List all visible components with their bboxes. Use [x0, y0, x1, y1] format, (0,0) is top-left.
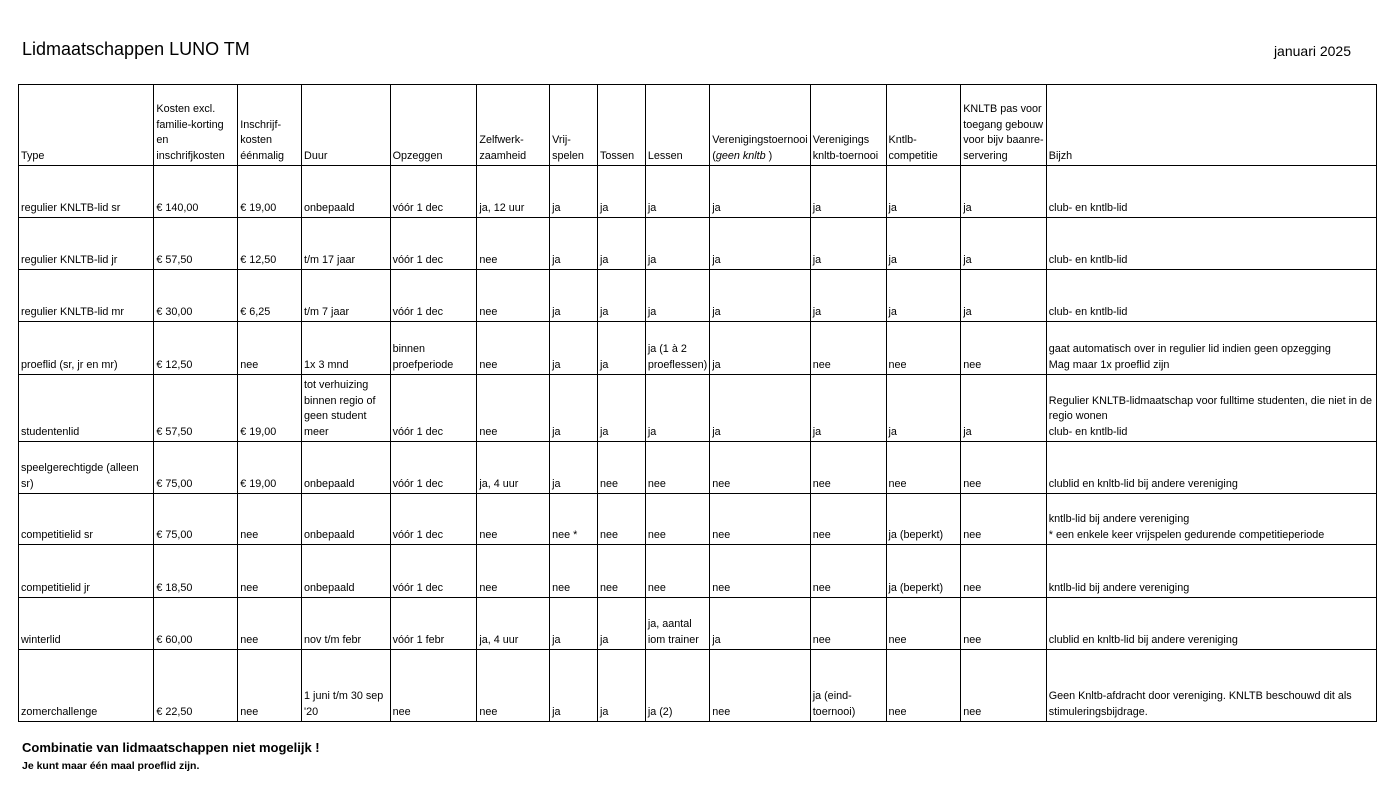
table-cell: vóór 1 febr [390, 598, 477, 650]
table-cell: ja, 4 uur [477, 442, 550, 494]
table-cell: nee [597, 442, 645, 494]
table-cell: ja [886, 270, 961, 322]
table-cell: nee [390, 650, 477, 722]
table-cell: ja [597, 218, 645, 270]
table-row [19, 494, 1377, 545]
table-cell: vóór 1 dec [390, 218, 477, 270]
table-row [19, 322, 1377, 375]
table-row [19, 442, 1377, 494]
table-cell: ja [550, 270, 598, 322]
table-cell: nee [810, 322, 886, 375]
table-cell: kntlb-lid bij andere vereniging * een enkele keer vrijspelen gedurende competitieperiode [1046, 494, 1376, 545]
table-cell: ja [645, 218, 709, 270]
col-header-type: Type [19, 85, 154, 166]
table-row [19, 545, 1377, 598]
table-cell: studentenlid [19, 375, 154, 442]
table-cell: nee [961, 322, 1047, 375]
header-row [19, 85, 1377, 166]
table-cell: nee [477, 650, 550, 722]
table-cell: club- en kntlb-lid [1046, 218, 1376, 270]
table-cell: ja [550, 166, 598, 218]
table-cell: regulier KNLTB-lid jr [19, 218, 154, 270]
table-cell: ja [961, 218, 1047, 270]
col-header-vrijspelen: Vrij-spelen [550, 85, 598, 166]
col-header-tossen: Tossen [597, 85, 645, 166]
table-cell: € 75,00 [154, 494, 238, 545]
table-cell: ja [810, 218, 886, 270]
col-header-duur: Duur [302, 85, 391, 166]
table-cell: ja [550, 650, 598, 722]
table-cell: nee [810, 442, 886, 494]
table-cell: nee [477, 494, 550, 545]
table-cell: binnen proefperiode [390, 322, 477, 375]
table-cell: nee [886, 650, 961, 722]
col-header-lessen: Lessen [645, 85, 709, 166]
table-cell: nee [477, 375, 550, 442]
table-cell: € 30,00 [154, 270, 238, 322]
table-cell: vóór 1 dec [390, 442, 477, 494]
table-cell: ja [886, 218, 961, 270]
table-cell: nee [477, 218, 550, 270]
table-row [19, 650, 1377, 722]
table-cell: ja [550, 442, 598, 494]
table-cell: € 60,00 [154, 598, 238, 650]
table-cell: onbepaald [302, 166, 391, 218]
table-cell: ja [550, 375, 598, 442]
table-cell: t/m 17 jaar [302, 218, 391, 270]
col-header-knltb-pas: KNLTB pas voor toegang gebouw voor bijv baanre-servering [961, 85, 1047, 166]
page-title: Lidmaatschappen LUNO TM [22, 39, 250, 59]
table-cell: vóór 1 dec [390, 375, 477, 442]
table-cell: nee [710, 545, 810, 598]
table-cell: 1 juni t/m 30 sep '20 [302, 650, 391, 722]
table-cell: tot verhuizing binnen regio of geen student meer [302, 375, 391, 442]
table-cell: € 19,00 [238, 375, 302, 442]
table-cell: ja [710, 375, 810, 442]
table-row [19, 166, 1377, 218]
table-cell: ja (1 à 2 proeflessen) [645, 322, 709, 375]
table-cell: nee [961, 545, 1047, 598]
table-cell: ja, 4 uur [477, 598, 550, 650]
table-cell: ja [550, 598, 598, 650]
table-cell: nee [810, 598, 886, 650]
table-cell: ja [810, 375, 886, 442]
table-cell: speelgerechtigde (alleen sr) [19, 442, 154, 494]
table-cell: nee [886, 598, 961, 650]
table-cell: nee [810, 494, 886, 545]
table-cell: ja [886, 375, 961, 442]
table-cell: ja [550, 322, 598, 375]
table-cell: € 140,00 [154, 166, 238, 218]
table-cell: ja (eind-toernooi) [810, 650, 886, 722]
table-cell: nee [477, 322, 550, 375]
table-cell: nee [550, 545, 598, 598]
table-cell: ja [810, 166, 886, 218]
table-cell: nee [886, 322, 961, 375]
table-cell: proeflid (sr, jr en mr) [19, 322, 154, 375]
table-cell: € 19,00 [238, 166, 302, 218]
table-cell: winterlid [19, 598, 154, 650]
table-cell: ja [710, 598, 810, 650]
table-cell: club- en kntlb-lid [1046, 270, 1376, 322]
col-header-competitie: Kntlb-competitie [886, 85, 961, 166]
table-cell: € 57,50 [154, 375, 238, 442]
table-cell: ja, 12 uur [477, 166, 550, 218]
table-cell: nee [238, 598, 302, 650]
table-cell: vóór 1 dec [390, 270, 477, 322]
table-cell: € 75,00 [154, 442, 238, 494]
table-cell: nee * [550, 494, 598, 545]
col-header-bijzonderheden: Bijzh [1046, 85, 1376, 166]
table-cell: regulier KNLTB-lid sr [19, 166, 154, 218]
table-cell: Geen Knltb-afdracht door vereniging. KNLTB beschouwd dit als stimuleringsbijdrage. [1046, 650, 1376, 722]
table-cell: nee [645, 494, 709, 545]
table-cell: ja [597, 322, 645, 375]
col-header-inschrijfkosten: Inschrijf-kosten éénmalig [238, 85, 302, 166]
table-cell: nee [961, 494, 1047, 545]
table-cell: ja [886, 166, 961, 218]
table-cell: nee [645, 545, 709, 598]
table-cell: regulier KNLTB-lid mr [19, 270, 154, 322]
table-cell: kntlb-lid bij andere vereniging [1046, 545, 1376, 598]
table-row [19, 598, 1377, 650]
document-date: januari 2025 [1273, 43, 1351, 59]
table-cell: ja [597, 598, 645, 650]
table-cell: nee [710, 650, 810, 722]
table-cell: nee [238, 545, 302, 598]
table-cell: onbepaald [302, 494, 391, 545]
table-cell: € 57,50 [154, 218, 238, 270]
table-cell: ja (beperkt) [886, 545, 961, 598]
table-row [19, 375, 1377, 442]
table-cell: Regulier KNLTB-lidmaatschap voor fulltime studenten, die niet in de regio wonen club- en kntlb-lid [1046, 375, 1376, 442]
table-cell: nee [477, 545, 550, 598]
table-cell: nov t/m febr [302, 598, 391, 650]
table-cell: ja [597, 375, 645, 442]
table-cell: € 6,25 [238, 270, 302, 322]
table-cell: nee [810, 545, 886, 598]
table-cell: ja [710, 322, 810, 375]
table-cell: € 18,50 [154, 545, 238, 598]
table-cell: ja [645, 375, 709, 442]
table-cell: ja (beperkt) [886, 494, 961, 545]
footer-note-proeflid: Je kunt maar één maal proeflid zijn. [22, 760, 200, 772]
table-cell: nee [961, 442, 1047, 494]
table-cell: club- en kntlb-lid [1046, 166, 1376, 218]
table-cell: ja [961, 166, 1047, 218]
col-header-opzeggen: Opzeggen [390, 85, 477, 166]
table-cell: nee [597, 545, 645, 598]
table-cell: ja [961, 270, 1047, 322]
table-row [19, 270, 1377, 322]
table-cell: onbepaald [302, 545, 391, 598]
table-body [19, 166, 1377, 722]
table-row [19, 218, 1377, 270]
table-cell: ja [810, 270, 886, 322]
footer-note-combination: Combinatie van lidmaatschappen niet mogelijk ! [22, 740, 320, 755]
table-cell: ja [597, 650, 645, 722]
table-cell: ja [710, 166, 810, 218]
table-cell: vóór 1 dec [390, 494, 477, 545]
table-cell: ja [645, 166, 709, 218]
table-cell: 1x 3 mnd [302, 322, 391, 375]
table-cell: clublid en knltb-lid bij andere vereniging [1046, 442, 1376, 494]
table-cell: ja [597, 166, 645, 218]
table-cell: € 22,50 [154, 650, 238, 722]
col-header-kosten: Kosten excl. familie-korting en inschrifjkosten [154, 85, 238, 166]
table-cell: gaat automatisch over in regulier lid indien geen opzegging Mag maar 1x proeflid zijn [1046, 322, 1376, 375]
table-cell: ja [645, 270, 709, 322]
table-cell: nee [961, 598, 1047, 650]
table-cell: clublid en knltb-lid bij andere vereniging [1046, 598, 1376, 650]
table-cell: nee [238, 650, 302, 722]
table-cell: nee [238, 322, 302, 375]
table-cell: nee [477, 270, 550, 322]
table-cell: € 12,50 [154, 322, 238, 375]
table-cell: competitielid sr [19, 494, 154, 545]
table-cell: ja [710, 270, 810, 322]
table-cell: t/m 7 jaar [302, 270, 391, 322]
membership-table [18, 84, 1377, 722]
table-cell: ja [710, 218, 810, 270]
table-cell: competitielid jr [19, 545, 154, 598]
table-cell: zomerchallenge [19, 650, 154, 722]
table-cell: € 19,00 [238, 442, 302, 494]
col-header-verenigingstoernooi: Verenigingstoernooi (geen knltb ) [710, 85, 810, 166]
col-header-knltb-toernooi: Verenigings knltb-toernooi [810, 85, 886, 166]
col-header-zelfwerkzaamheid: Zelfwerk-zaamheid [477, 85, 550, 166]
table-cell: vóór 1 dec [390, 545, 477, 598]
table-cell: nee [886, 442, 961, 494]
table-cell: ja [550, 218, 598, 270]
table-cell: nee [710, 494, 810, 545]
table-cell: onbepaald [302, 442, 391, 494]
table-cell: nee [597, 494, 645, 545]
table-cell: nee [238, 494, 302, 545]
table-cell: ja [961, 375, 1047, 442]
table-cell: nee [710, 442, 810, 494]
table-cell: ja [597, 270, 645, 322]
table-cell: ja (2) [645, 650, 709, 722]
table-cell: € 12,50 [238, 218, 302, 270]
table-cell: nee [645, 442, 709, 494]
table-cell: ja, aantal iom trainer [645, 598, 709, 650]
table-cell: vóór 1 dec [390, 166, 477, 218]
table-cell: nee [961, 650, 1047, 722]
